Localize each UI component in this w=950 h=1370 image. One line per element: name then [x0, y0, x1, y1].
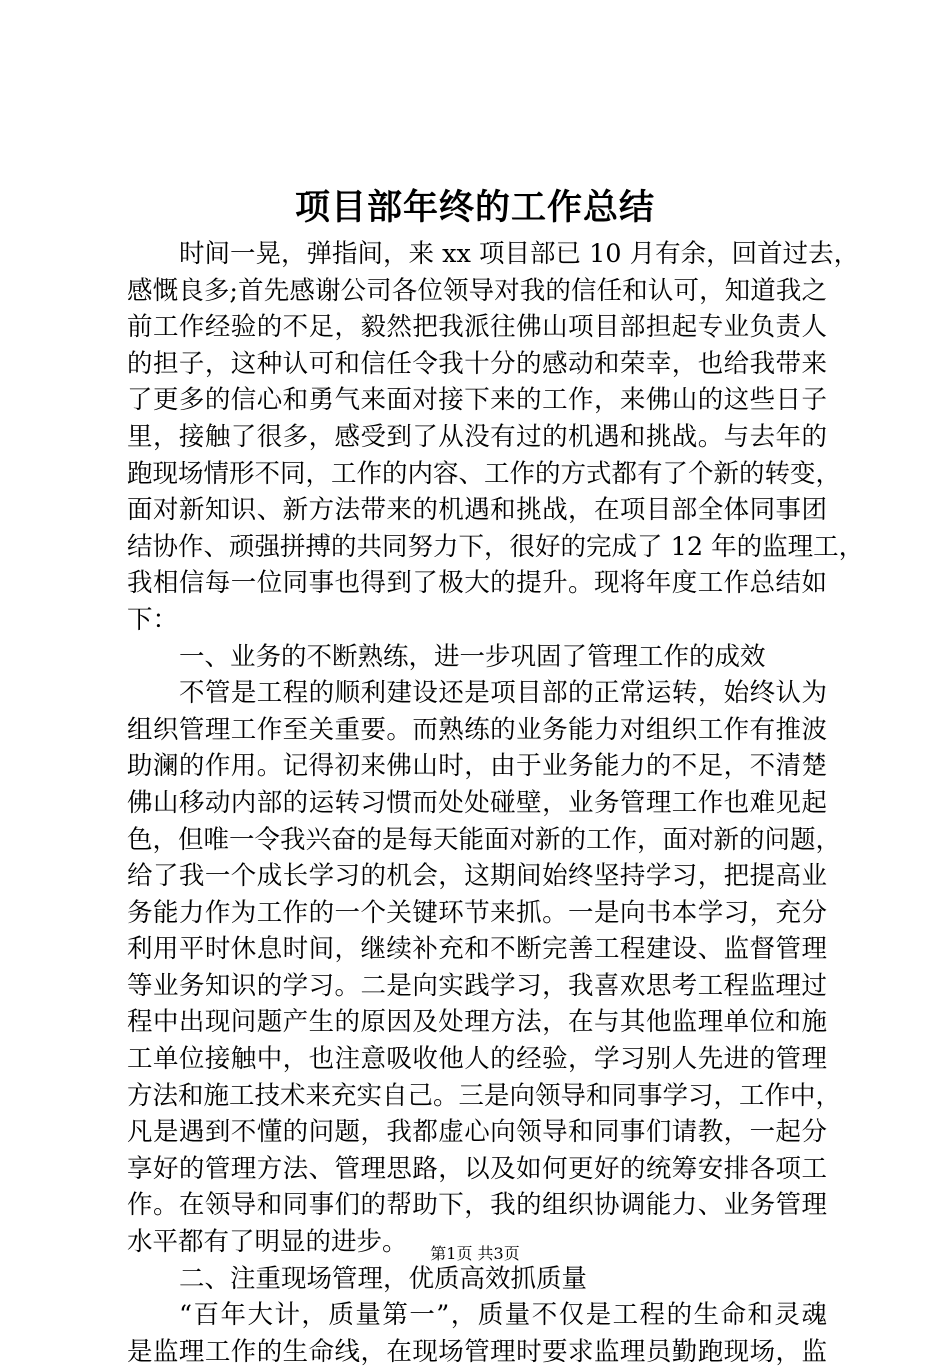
text-line: 前工作经验的不足，毅然把我派往佛山项目部担起专业负责人 [127, 312, 827, 343]
section-heading: 一、业务的不断熟练，进一步巩固了管理工作的成效 [179, 641, 766, 672]
text-line: 工单位接触中，也注意吸收他人的经验，学习别人先进的管理 [127, 1044, 827, 1075]
text-line: 组织管理工作至关重要。而熟练的业务能力对组织工作有推波 [127, 714, 827, 745]
text-line: 色，但唯一令我兴奋的是每天能面对新的工作，面对新的问题， [127, 824, 842, 855]
document-body [127, 236, 865, 1370]
text-line: 时间一晃，弹指间，来 xx 项目部已 10 月有余，回首过去， [179, 239, 860, 269]
text-line: 不管是工程的顺利建设还是项目部的正常运转，始终认为 [179, 678, 827, 709]
text-line: 务能力作为工作的一个关键环节来抓。一是向书本学习，充分 [127, 897, 827, 928]
section-heading: 二、注重现场管理，优质高效抓质量 [179, 1263, 588, 1294]
text-line: 下： [127, 604, 179, 635]
text-line: 跑现场情形不同，工作的内容、工作的方式都有了个新的转变， [127, 458, 842, 489]
document-title: 项目部年终的工作总结 [294, 187, 655, 228]
text-line: 给了我一个成长学习的机会，这期间始终坚持学习，把提高业 [127, 861, 827, 892]
text-line: 水平都有了明显的进步。 [127, 1227, 408, 1258]
text-line: 里，接触了很多，感受到了从没有过的机遇和挑战。与去年的 [127, 421, 827, 452]
text-line: 利用平时休息时间，继续补充和不断完善工程建设、监督管理 [127, 934, 827, 965]
text-line: “百年大计，质量第一”，质量不仅是工程的生命和灵魂 [179, 1300, 827, 1331]
text-line: 方法和施工技术来充实自己。三是向领导和同事学习，工作中， [127, 1080, 842, 1111]
text-line: 结协作、顽强拼搏的共同努力下，很好的完成了 12 年的监理工， [127, 531, 865, 562]
text-line: 感慨良多;首先感谢公司各位领导对我的信任和认可，知道我之 [127, 275, 827, 306]
text-line: 面对新知识、新方法带来的机遇和挑战，在项目部全体同事团 [127, 495, 827, 526]
text-line: 等业务知识的学习。二是向实践学习，我喜欢思考工程监理过 [127, 970, 827, 1001]
text-line: 作。在领导和同事们的帮助下，我的组织协调能力、业务管理 [127, 1190, 827, 1221]
text-line: 佛山移动内部的运转习惯而处处碰壁，业务管理工作也难见起 [127, 787, 827, 818]
text-line: 程中出现问题产生的原因及处理方法，在与其他监理单位和施 [127, 1007, 827, 1038]
text-line: 是监理工作的生命线，在现场管理时要求监理员勤跑现场，监 [127, 1336, 827, 1367]
text-line: 凡是遇到不懂的问题，我都虚心向领导和同事们请教，一起分 [127, 1117, 827, 1148]
text-line: 助澜的作用。记得初来佛山时，由于业务能力的不足，不清楚 [127, 751, 827, 782]
page-number-footer: 第1页 共3页 [430, 1244, 520, 1263]
text-line: 我相信每一位同事也得到了极大的提升。现将年度工作总结如 [127, 568, 827, 599]
text-line: 享好的管理方法、管理思路，以及如何更好的统筹安排各项工 [127, 1153, 827, 1184]
text-line: 了更多的信心和勇气来面对接下来的工作，来佛山的这些日子 [127, 385, 827, 416]
text-line: 的担子，这种认可和信任令我十分的感动和荣幸，也给我带来 [127, 348, 827, 379]
